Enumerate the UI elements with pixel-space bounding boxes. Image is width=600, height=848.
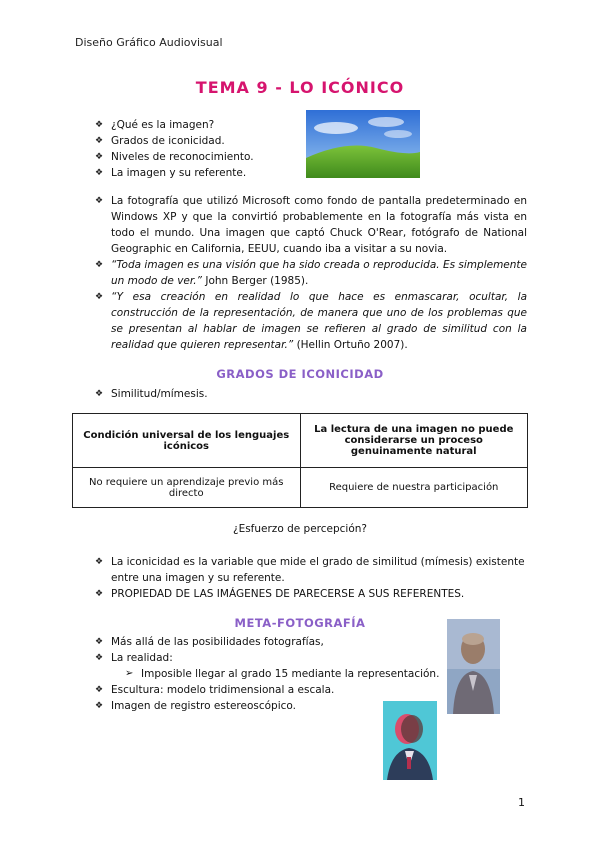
section-title-iconicidad: GRADOS DE ICONICIDAD — [216, 367, 384, 381]
stereoscopic-portrait-image — [383, 701, 437, 780]
table-cell: Requiere de nuestra participación — [300, 468, 528, 508]
list-item: ❖ Escultura: modelo tridimensional a escala. — [95, 682, 435, 698]
list-item — [95, 289, 527, 353]
document-header: Diseño Gráfico Audiovisual — [75, 36, 223, 49]
table-header-cell: La lectura de una imagen no puede considerarse un proceso genuinamente natural — [300, 414, 528, 468]
list-item: ❖ Más allá de las posibilidades fotografías, — [95, 634, 435, 650]
microsoft-paragraph: La fotografía que utilizó Microsoft como fondo de pantalla predeterminado en Windows XP y que la convirtió probablemente en la fotografía más vista en todo el mundo. Una imagen que captó Chuck O'Rear, fotógrafo de National Geographic en California, EEUU, cuando iba a visitar a su novia. — [111, 195, 527, 255]
list-item: ❖ La realidad: — [95, 650, 435, 666]
section-title-meta-fotografia: META-FOTOGRAFÍA — [234, 616, 366, 630]
hellin-author: (Hellin Ortuño 2007). — [296, 339, 408, 351]
sub-list-item: ➢ Imposible llegar al grado 15 mediante la representación. — [95, 666, 501, 682]
list-item: ❖ La imagen y su referente. — [95, 165, 295, 181]
body-list — [95, 193, 527, 353]
list-item: ❖ Imagen de registro estereoscópico. — [95, 698, 435, 714]
list-item: ❖ PROPIEDAD DE LAS IMÁGENES DE PARECERSE A SUS REFERENTES. — [95, 586, 527, 602]
list-item: ❖ Niveles de reconocimiento. — [95, 149, 295, 165]
list-item — [95, 193, 527, 257]
sculpture-portrait-image — [447, 619, 500, 714]
section2-list — [95, 634, 435, 666]
list-item: ❖ Similitud/mímesis. — [95, 386, 395, 402]
list-item: ❖ Grados de iconicidad. — [95, 133, 295, 149]
list-item: ❖ ¿Qué es la imagen? — [95, 117, 295, 133]
list-item: ❖ La iconicidad es la variable que mide el grado de similitud (mímesis) existente entre una imagen y su referente. — [95, 554, 527, 586]
section1-list — [95, 386, 395, 402]
windows-xp-bliss-image — [306, 110, 420, 178]
table-header-cell: Condición universal de los lenguajes icónicos — [73, 414, 301, 468]
page-title: TEMA 9 - LO ICÓNICO — [195, 78, 405, 97]
iconicity-table — [72, 413, 528, 508]
berger-quote: “Toda imagen es una visión que ha sido creada o reproducida. Es simplemente un modo de ver.” — [111, 259, 527, 287]
section1-list-2 — [95, 554, 527, 602]
page-number: 1 — [518, 796, 525, 809]
perception-question: ¿Esfuerzo de percepción? — [233, 523, 367, 535]
list-item — [95, 257, 527, 289]
table-cell: No requiere un aprendizaje previo más directo — [73, 468, 301, 508]
berger-author: John Berger (1985). — [205, 275, 309, 287]
hellin-quote: “Y esa creación en realidad lo que hace es enmascarar, ocultar, la construcción de la representación, de manera que uno de los problemas que se presentan al hablar de imagen se refieren al grado de similitud con la realidad que quieren representar.” — [111, 291, 527, 351]
intro-list — [95, 117, 295, 181]
